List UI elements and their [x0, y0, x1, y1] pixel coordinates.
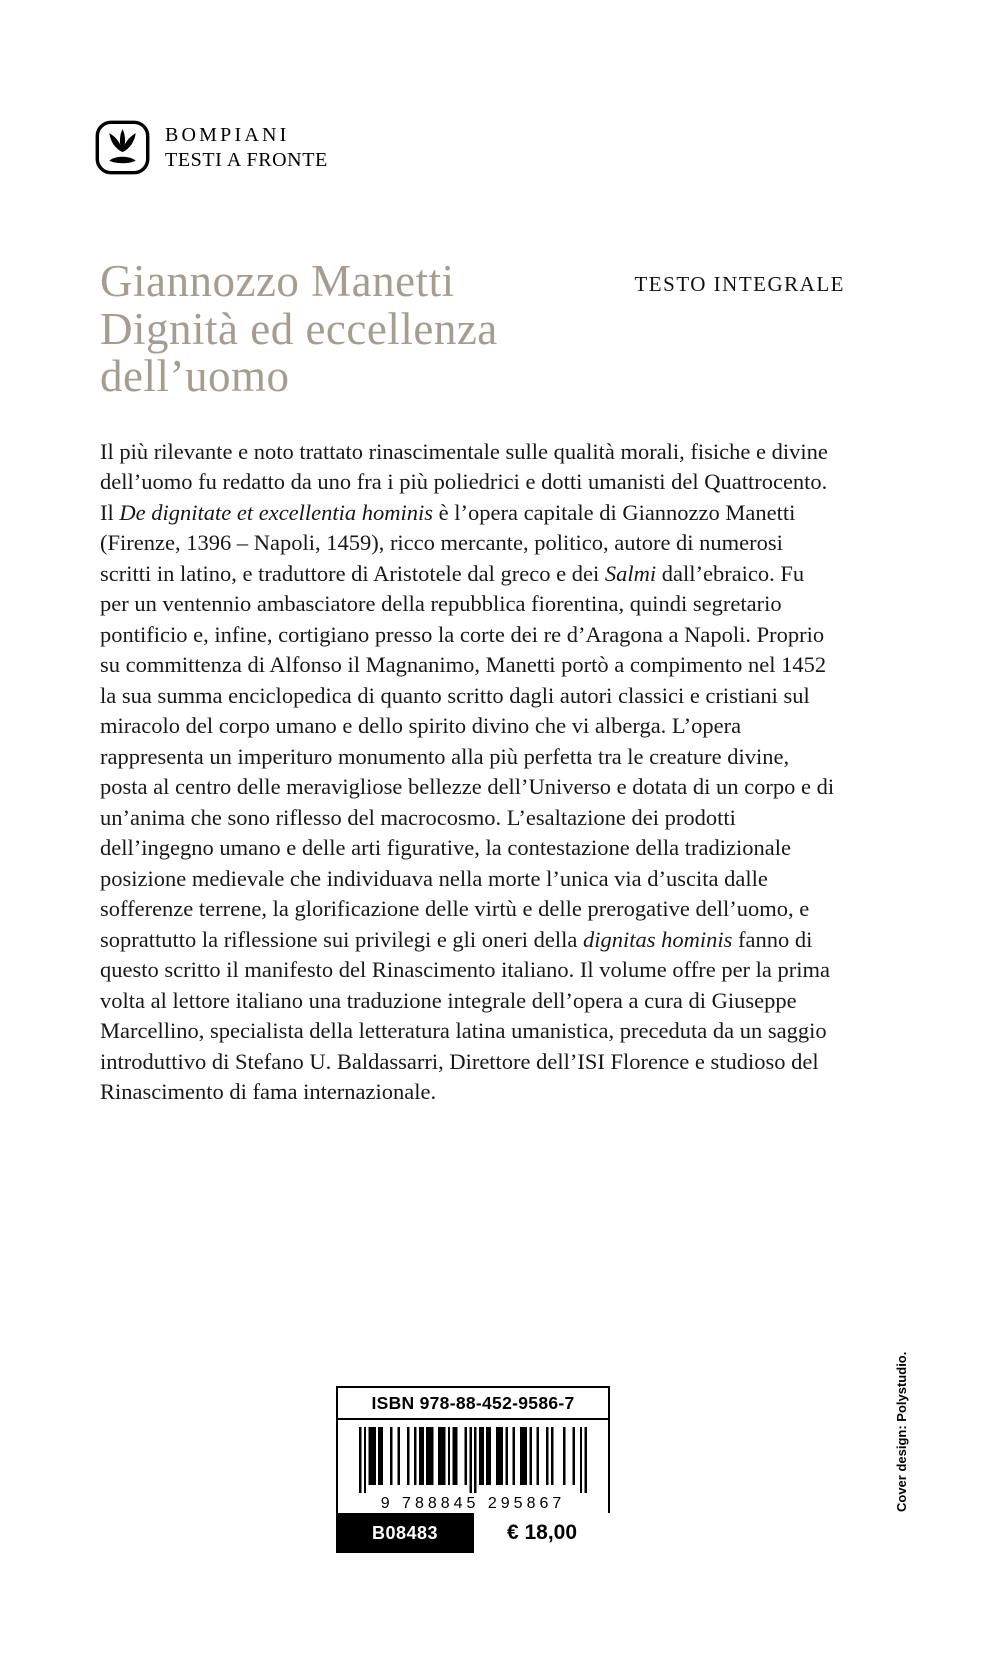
- barcode: [338, 1420, 608, 1495]
- title-line-2: dell’uomo: [100, 351, 290, 402]
- publisher-name: BOMPIANI: [165, 124, 290, 147]
- cover-design-credit: Cover design: Polystudio.: [894, 1351, 909, 1512]
- title-line-1: Dignità ed eccellenza: [100, 303, 498, 354]
- blurb-paragraph: Il più rilevante e noto trattato rinascimentale sulle qualità morali, fisiche e divine dell’uomo fu redatto da uno fra i più poliedrici e dotti umanisti del Quattrocento. Il De dignitate et excellentia hominis è l’opera capitale di Giannozzo Manetti (Firenze, 1396 – Napoli, 1459), ricco mercante, politico, autore di numerosi scritti in latino, e traduttore di Aristotele dal greco e dei Salmi dall’ebraico. Fu per un ventennio ambasciatore della repubblica fiorentina, quindi segretario pontificio e, infine, cortigiano presso la corte dei re d’Aragona a Napoli. Proprio su committenza di Alfonso il Magnanimo, Manetti portò a compimento nel 1452 la sua summa enciclopedica di quanto scritto dagli autori classici e cristiani sul miracolo del corpo umano e dello spirito divino che vi alberga. L’opera rappresenta un imperituro monumento alla più perfetta tra le creature divine, posta al centro delle meravigliose bellezze dell’Universo e dotata di un corpo e di un’anima che sono riflesso del macrocosmo. L’esaltazione dei prodotti dell’ingegno umano e delle arti figurative, la contestazione della tradizionale posizione medievale che individuava nella morte l’unica via d’uscita dalle sofferenze terrene, la glorificazione delle virtù e delle prerogative dell’uomo, e soprattutto la riflessione sui privilegi e gli oneri della dignitas hominis fanno di questo scritto il manifesto del Rinascimento italiano. Il volume offre per la prima volta al lettore italiano una traduzione integrale dell’opera a cura di Giuseppe Marcellino, specialista della letteratura latina umanistica, preceduta da un saggio introduttivo di Stefano U. Baldassarri, Direttore dell’ISI Florence e studioso del Rinascimento di fama internazionale.: [100, 439, 835, 1105]
- isbn-label: ISBN 978-88-452-9586-7: [338, 1388, 608, 1420]
- back-cover-blurb: [100, 437, 838, 1108]
- bompiani-flower-logo-icon: [95, 120, 150, 175]
- author-name: Giannozzo Manetti: [100, 256, 455, 306]
- series-name: TESTI A FRONTE: [165, 148, 328, 171]
- barcode-digits: 9 788845 295867: [380, 1495, 566, 1512]
- publisher-brand: [95, 120, 328, 175]
- price: € 18,00: [474, 1513, 610, 1553]
- ean13-barcode-icon: [359, 1427, 587, 1493]
- price-strip: [336, 1513, 610, 1553]
- product-code: B08483: [336, 1513, 474, 1553]
- edition-note: TESTO INTEGRALE: [634, 272, 845, 296]
- brand-text: [165, 123, 328, 172]
- isbn-box: [336, 1386, 610, 1520]
